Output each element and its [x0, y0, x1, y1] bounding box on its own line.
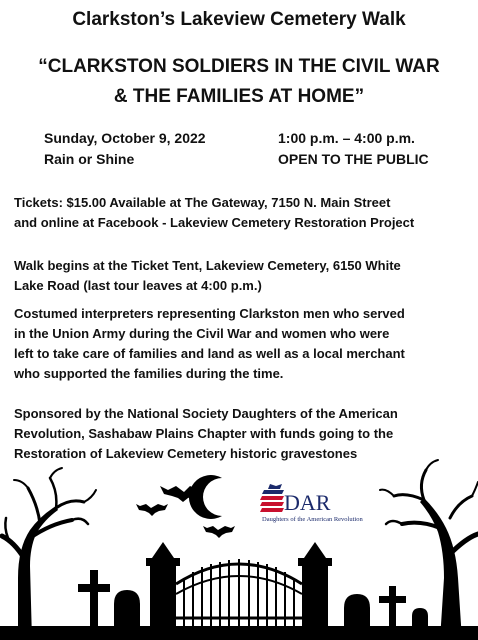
weather-note: Rain or Shine: [44, 151, 135, 167]
cross-icon: [78, 570, 110, 628]
cross-icon: [379, 586, 406, 628]
event-time: 1:00 p.m. – 4:00 p.m.: [278, 130, 415, 146]
tree-icon: [2, 468, 96, 640]
subtitle-line-2: & THE FAMILIES AT HOME”: [113, 86, 365, 107]
event-subtitle: [0, 52, 478, 112]
tombstone-icon: [114, 590, 140, 628]
bat-icon: [136, 504, 168, 516]
walk-paragraph: [14, 256, 466, 296]
sponsor-line: Sponsored by the National Society Daughters of the American: [14, 406, 398, 421]
walk-line: Lake Road (last tour leaves at 4:00 p.m.): [14, 278, 262, 293]
dar-logo-subtitle: Daughters of the American Revolution: [262, 516, 363, 523]
tickets-paragraph: [14, 193, 466, 233]
costume-paragraph: [14, 304, 466, 384]
costume-line: Costumed interpreters representing Clarkston men who served: [14, 306, 405, 321]
tickets-line: Tickets: $15.00 Available at The Gateway, 7150 N. Main Street: [14, 195, 391, 210]
bat-icon: [203, 526, 235, 538]
ground: [0, 626, 478, 640]
sponsor-paragraph: [14, 404, 466, 464]
public-access-note: OPEN TO THE PUBLIC: [278, 151, 429, 167]
event-date: Sunday, October 9, 2022: [44, 130, 206, 146]
tickets-line: and online at Facebook - Lakeview Cemetery Restoration Project: [14, 215, 415, 230]
date-block: [44, 128, 206, 170]
costume-line: who supported the families during the time.: [14, 366, 284, 381]
walk-line: Walk begins at the Ticket Tent, Lakeview Cemetery, 6150 White: [14, 258, 401, 273]
flag-icon: [260, 484, 284, 512]
time-block: [278, 128, 429, 170]
dar-logo: [260, 484, 363, 523]
cemetery-silhouette: [0, 458, 478, 640]
page-title: Clarkston’s Lakeview Cemetery Walk: [72, 9, 406, 30]
cemetery-gate-icon: [146, 542, 332, 628]
tombstone-icon: [412, 608, 428, 628]
costume-line: left to take care of families and land as well as a local merchant: [14, 346, 405, 361]
subtitle-line-1: “CLARKSTON SOLDIERS IN THE CIVIL WAR: [38, 56, 440, 77]
costume-line: in the Union Army during the Civil War and women who were: [14, 326, 390, 341]
crescent-moon-icon: [189, 475, 222, 519]
sponsor-line: Restoration of Lakeview Cemetery historic gravestones: [14, 446, 358, 461]
tombstone-icon: [344, 594, 370, 628]
dar-logo-name: DAR: [284, 490, 331, 515]
sponsor-line: Revolution, Sashabaw Plains Chapter with funds going to the: [14, 426, 394, 441]
